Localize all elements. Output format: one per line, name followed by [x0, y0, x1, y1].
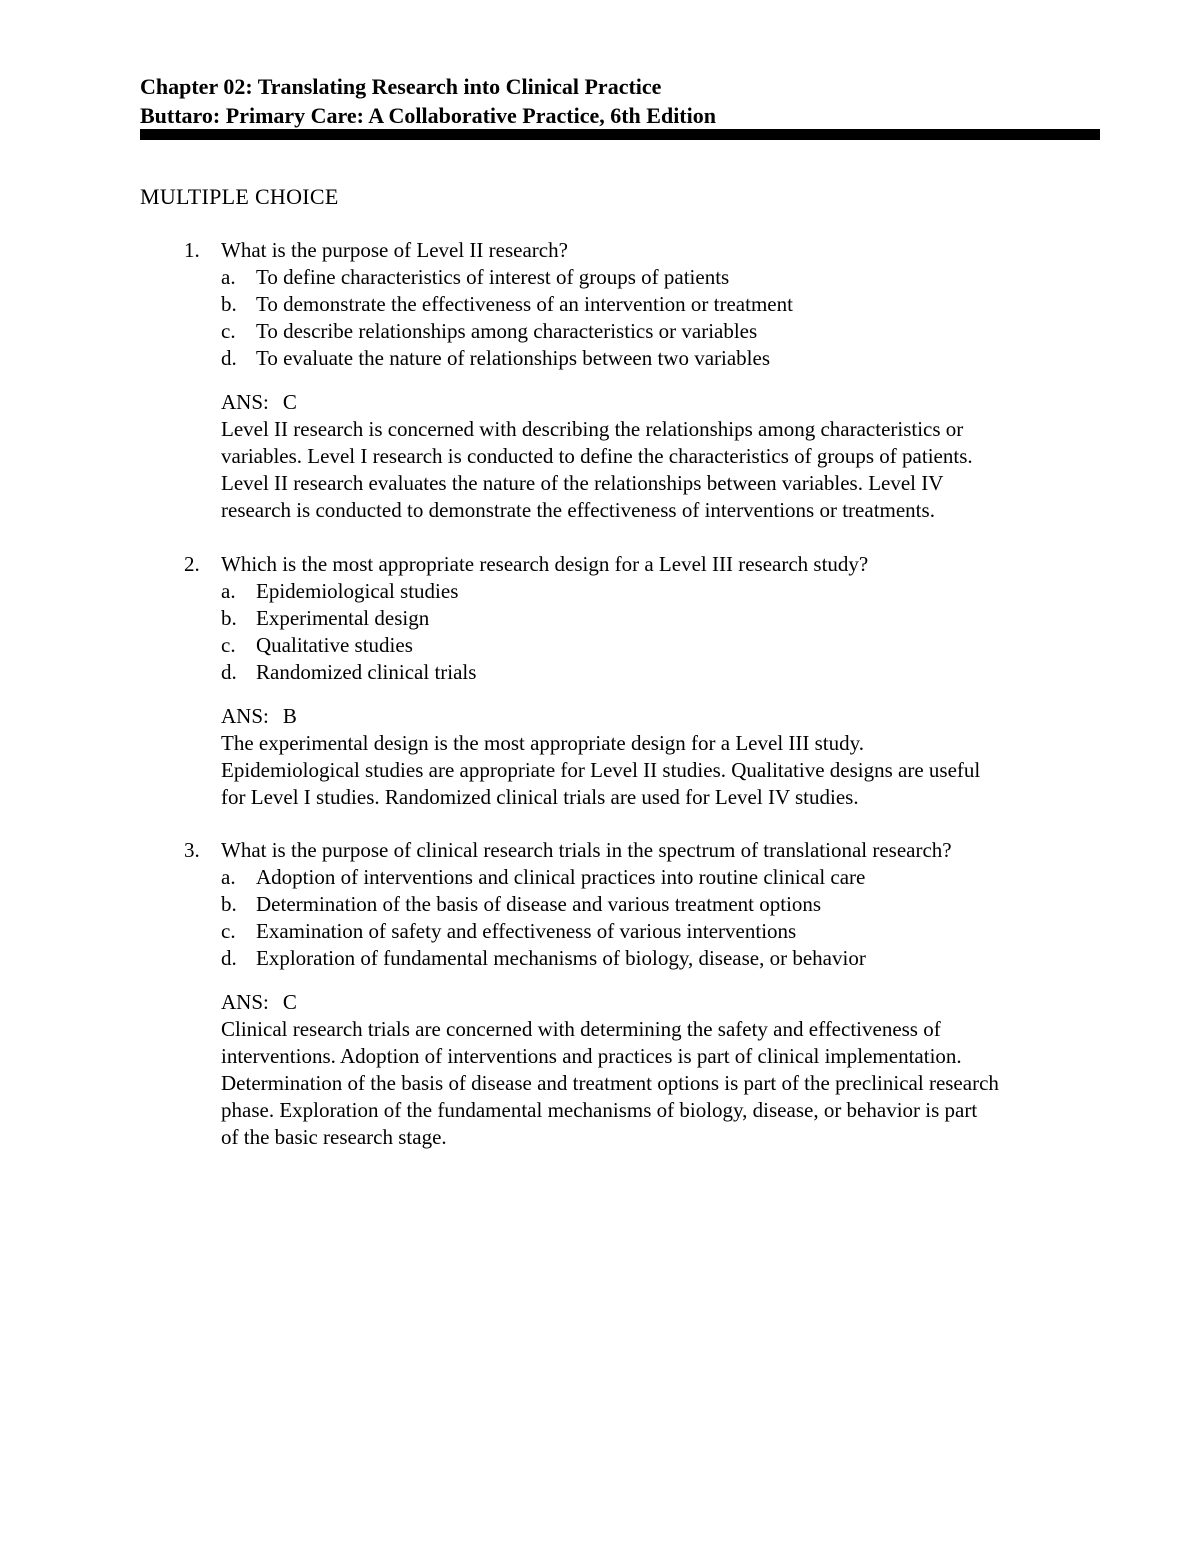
option-letter: a.: [221, 265, 236, 289]
option-letter: b.: [221, 292, 237, 316]
option-letter: a.: [221, 865, 236, 889]
option-c: [140, 632, 1100, 659]
option-c: [140, 318, 1100, 345]
rationale-line: Determination of the basis of disease and treatment options is part of the preclinical research: [221, 1071, 999, 1095]
header-divider: [140, 129, 1100, 140]
option-letter: b.: [221, 606, 237, 630]
answer-rationale: [221, 730, 1101, 811]
option-text: Qualitative studies: [256, 633, 413, 657]
option-a: [140, 264, 1100, 291]
option-a: [140, 578, 1100, 605]
question-stem: [140, 551, 1100, 578]
option-text: Randomized clinical trials: [256, 660, 477, 684]
option-text: Exploration of fundamental mechanisms of biology, disease, or behavior: [256, 946, 866, 970]
question-stem: [140, 237, 1100, 264]
answer-value: C: [282, 990, 297, 1014]
question-stem: [140, 837, 1100, 864]
rationale-line: Level II research evaluates the nature of the relationships between variables. Level IV: [221, 471, 944, 495]
question-text: What is the purpose of Level II research?: [221, 238, 568, 262]
answer-value: B: [282, 704, 297, 728]
option-text: Experimental design: [256, 606, 430, 630]
option-text: Determination of the basis of disease and various treatment options: [256, 892, 822, 916]
option-text: Examination of safety and effectiveness of various interventions: [256, 919, 797, 943]
question-text: What is the purpose of clinical research trials in the spectrum of translational research?: [221, 838, 952, 862]
option-b: [140, 291, 1100, 318]
option-d: [140, 659, 1100, 686]
question-number: 1.: [184, 238, 200, 262]
answer-line: [221, 989, 1100, 1016]
option-text: Adoption of interventions and clinical practices into routine clinical care: [256, 865, 866, 889]
rationale-line: of the basic research stage.: [221, 1125, 447, 1149]
option-b: [140, 891, 1100, 918]
question-number: 2.: [184, 552, 200, 576]
option-letter: d.: [221, 660, 237, 684]
rationale-line: for Level I studies. Randomized clinical trials are used for Level IV studies.: [221, 785, 859, 809]
option-d: [140, 945, 1100, 972]
question-1: [140, 237, 1100, 524]
page-header: [140, 72, 1100, 130]
option-letter: b.: [221, 892, 237, 916]
answer-line: [221, 703, 1100, 730]
option-text: Epidemiological studies: [256, 579, 459, 603]
book-title: Buttaro: Primary Care: A Collaborative Practice, 6th Edition: [140, 103, 716, 128]
option-a: [140, 864, 1100, 891]
rationale-line: Level II research is concerned with describing the relationships among characteristics or: [221, 417, 964, 441]
rationale-line: phase. Exploration of the fundamental mechanisms of biology, disease, or behavior is part: [221, 1098, 978, 1122]
option-letter: c.: [221, 633, 236, 657]
question-2: [140, 551, 1100, 811]
answer-rationale: [221, 1016, 1101, 1151]
answer-line: [221, 389, 1100, 416]
option-letter: d.: [221, 346, 237, 370]
option-letter: a.: [221, 579, 236, 603]
rationale-line: The experimental design is the most appropriate design for a Level III study.: [221, 731, 865, 755]
section-title: MULTIPLE CHOICE: [140, 184, 339, 209]
option-c: [140, 918, 1100, 945]
answer-value: C: [282, 390, 297, 414]
option-letter: d.: [221, 946, 237, 970]
option-b: [140, 605, 1100, 632]
option-letter: c.: [221, 319, 236, 343]
rationale-line: variables. Level I research is conducted to define the characteristics of groups of patients.: [221, 444, 973, 468]
question-number: 3.: [184, 838, 200, 862]
question-text: Which is the most appropriate research design for a Level III research study?: [221, 552, 869, 576]
rationale-line: research is conducted to demonstrate the effectiveness of interventions or treatments.: [221, 498, 935, 522]
option-text: To describe relationships among characteristics or variables: [256, 319, 758, 343]
question-3: [140, 837, 1100, 1151]
option-text: To define characteristics of interest of groups of patients: [256, 265, 730, 289]
chapter-title: Chapter 02: Translating Research into Clinical Practice: [140, 74, 662, 99]
answer-label: ANS:: [221, 390, 269, 414]
option-text: To evaluate the nature of relationships between two variables: [256, 346, 771, 370]
answer-label: ANS:: [221, 990, 269, 1014]
rationale-line: Epidemiological studies are appropriate for Level II studies. Qualitative designs are useful: [221, 758, 981, 782]
answer-label: ANS:: [221, 704, 269, 728]
answer-rationale: [221, 416, 1101, 524]
option-letter: c.: [221, 919, 236, 943]
option-d: [140, 345, 1100, 372]
option-text: To demonstrate the effectiveness of an intervention or treatment: [256, 292, 793, 316]
rationale-line: Clinical research trials are concerned with determining the safety and effectiveness of: [221, 1017, 941, 1041]
rationale-line: interventions. Adoption of interventions and practices is part of clinical implementation.: [221, 1044, 962, 1068]
